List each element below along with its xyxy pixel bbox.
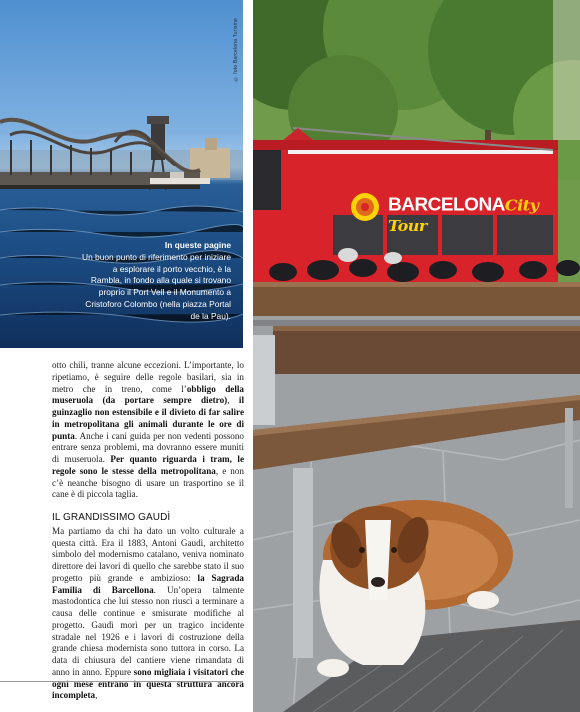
bus-brand-text — [388, 195, 580, 237]
p1-bold-3: Per quanto riguarda i tram, le regole sono le stesse della metropolitana — [52, 454, 245, 476]
section-title: IL GRANDISSIMO GAUDÌ — [52, 512, 171, 523]
bus-brand-main: BARCELONA — [388, 195, 505, 216]
p2-text-3: , — [95, 690, 98, 701]
p1-text-3: . Anche i cani guida per non vedenti possono entrare senza problemi, ma dovranno essere muniti di museruola. — [52, 430, 244, 464]
p2-text-1: Ma partiamo da chi ha dato un volto culturale a questa città. Era il 1883, Antoni Gaudì, architetto simbolo del modernismo catalano, veniva nominato direttore dei lavori di quello che sarebbe stato il suo progetto più grande e ambizioso: — [52, 525, 244, 583]
p2-bold-2: sono migliaia i visitatori che ogni mese entrano in questa struttura ancora incompleta — [52, 666, 244, 701]
footer-rule — [0, 681, 243, 682]
street-illustration — [253, 0, 580, 712]
p1-text-1: otto chili, tranne alcune eccezioni. L’importante, lo ripetiamo, è seguire delle regole basilari, sia in metro che in treno, come l’ — [52, 360, 244, 394]
article-body — [52, 360, 244, 702]
p2-text-2: . Un’opera talmente mastodontica che lui stesso non riuscì a terminare a causa delle continue e smisurate modifiche al progetto. Gaudì morì per un tragico incidente stradale nel 1926 e i lavori di costruzione della grande chiesa modernista sono tuttora in corso. La data di chiusura del cantiere viene rimandata di anno in anno. Eppure — [52, 584, 245, 677]
article-paragraph-1 — [52, 360, 244, 501]
photo-credit: © foto Barcelona Turisme — [233, 18, 239, 82]
p1-bold-2: il guinzaglio non estensibile e il divieto di far salire in metropolitana gli animali durante le ore di punta — [52, 395, 244, 441]
bus-brand-script: City Tour — [388, 196, 539, 235]
article-paragraph-2 — [52, 526, 244, 702]
caption-text: Un buon punto di riferimento per iniziare a esplorare il porto vecchio, è la Rambla, in fondo alla quale si trovano proprio il Port Vell e il Monumento a Cristoforo Colombo (nella piazza Portal de la Pau). — [82, 251, 231, 321]
p1-text-2: , — [227, 395, 239, 406]
p2-bold-1: la Sagrada Familia di Barcellona — [52, 572, 244, 595]
street-photo — [253, 0, 580, 712]
harbour-photo — [0, 0, 243, 348]
p1-text-4: , e non c’è neanche bisogno di usare un trasportino se il cane è di piccola taglia. — [52, 465, 244, 500]
photo-caption — [81, 240, 231, 323]
p1-bold-1: obbligo della museruola (da portare sempre dietro) — [52, 383, 244, 406]
caption-title: In queste pagine — [164, 240, 231, 250]
